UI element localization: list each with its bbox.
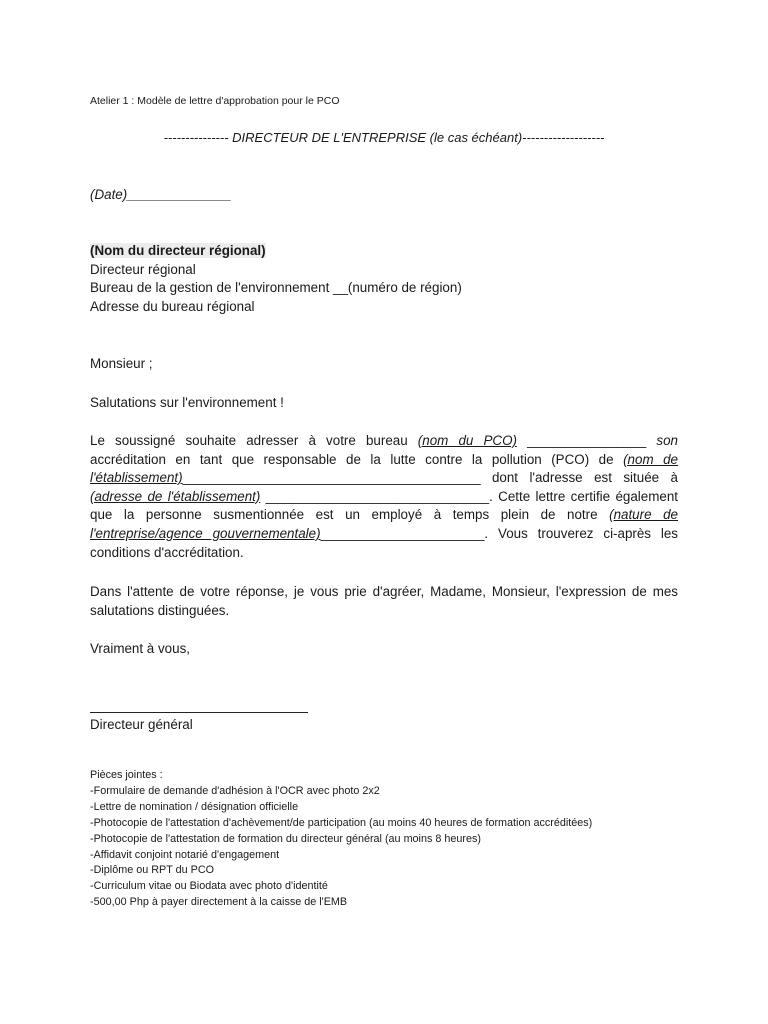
body-text-5: ______________________________. Cette lettre certifie également que la personne susmentionnée est un employé à temps plein de notre: [90, 488, 678, 523]
attachment-item: -Lettre de nomination / désignation officielle: [90, 800, 299, 813]
attachments-list: [90, 768, 690, 911]
attachment-item: -Diplôme ou RPT du PCO: [90, 864, 215, 877]
body-text-6: ______________________. Vous trouverez ci-après les conditions d'accréditation.: [90, 525, 678, 560]
closing-paragraph: Dans l'attente de votre réponse, je vous prie d'agréer, Madame, Monsieur, l'expression de mes salutations distinguées.: [90, 584, 678, 618]
workshop-title: Atelier 1 : Modèle de lettre d'approbation pour le PCO: [90, 95, 340, 107]
attachment-item: -Affidavit conjoint notarié d'engagement: [90, 848, 280, 861]
attachment-item: -500,00 Php à payer directement à la caisse de l'EMB: [90, 896, 348, 909]
placeholder-company-nature: (nature de l'entreprise/agence gouvernementale): [90, 507, 678, 541]
recipient-title: Directeur régional: [90, 261, 196, 277]
body-text-4: ________________________________________ dont l'adresse est située à: [182, 470, 678, 486]
placeholder-pco-name: (nom du PCO): [417, 433, 517, 448]
date-line: (Date)______________: [90, 187, 232, 202]
salutation: Salutations sur l'environnement !: [90, 395, 284, 410]
signature-line: [90, 712, 308, 713]
placeholder-establishment-address: (adresse de l'établissement): [90, 488, 261, 504]
recipient-name: (Nom du directeur régional): [90, 243, 266, 258]
body-paragraph: [90, 432, 678, 562]
body-text-son: son: [656, 433, 678, 448]
company-director-banner: --------------- DIRECTEUR DE L'ENTREPRISE (le cas échéant)-------------------: [163, 130, 605, 145]
valediction: Vraiment à vous,: [90, 641, 190, 656]
recipient-block: [90, 242, 678, 316]
greeting: Monsieur ;: [90, 356, 153, 371]
attachment-item: -Formulaire de demande d'adhésion à l'OCR avec photo 2x2: [90, 784, 380, 797]
attachment-item: -Photocopie de l'attestation d'achèvement/de participation (au moins 40 heures de formation accréditées): [90, 816, 593, 829]
signer-title: Directeur général: [90, 717, 193, 732]
attachment-item: -Curriculum vitae ou Biodata avec photo d'identité: [90, 880, 328, 893]
body-text-2: ________________: [516, 433, 657, 448]
attachment-item: -Photocopie de l'attestation de formation du directeur général (au moins 8 heures): [90, 832, 481, 845]
body-text-3: accréditation en tant que responsable de la lutte contre la pollution (PCO) de: [90, 451, 624, 467]
recipient-address: Adresse du bureau régional: [90, 298, 255, 314]
attachments-heading: Pièces jointes :: [90, 769, 163, 781]
placeholder-establishment-name: (nom de l'établissement): [90, 451, 679, 486]
body-text-1: Le soussigné souhaite adresser à votre bureau: [90, 433, 418, 448]
recipient-office: Bureau de la gestion de l'environnement __(numéro de région): [90, 280, 462, 296]
